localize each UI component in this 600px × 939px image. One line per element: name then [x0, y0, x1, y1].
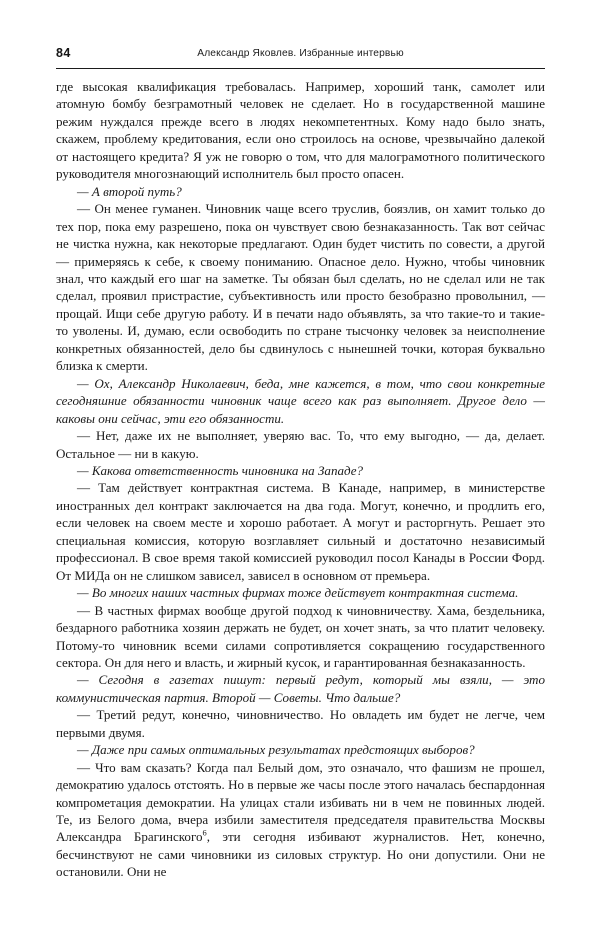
paragraph-question: — Даже при самых оптимальных результатах предстоящих выборов? [77, 742, 475, 758]
paragraph-question: — Какова ответственность чиновника на Западе? [77, 462, 364, 478]
paragraph-continued: где высокая квалификация требовалась. Например, хороший танк, самолет или атомную бомбу безграмотный человек не сделает. Но в государственной машине режим нуждался прежде всего в людях некомпетентных. Кому надо было знать, скажем, проблему кредитования, если оно строилось на основе, чрезвычайно далекой от настоящего кредита? Я уж не говорю о том, что для малограмотного политического руководителя многознающий исполнитель был просто опасен. [56, 79, 545, 182]
running-title: Александр Яковлев. Избранные интервью [197, 48, 404, 59]
answer-text-before-footnote: — Что вам сказать? Когда пал Белый дом, это означало, что фашизм не прошел, демократию удалось отстоять. Но в первые же часы после этого началась беспардонная компрометация демократии. На улицах стали избивать ни в чем не повинных людей. Те, из Белого дома, вчера избили заместителя председателя правительства Москвы Александра Брагинского [56, 759, 545, 845]
page-number: 84 [56, 46, 71, 60]
paragraph-question: — Сегодня в газетах пишут: первый редут, который мы взяли, — это коммунистическая партия. Второй — Советы. Что дальше? [56, 672, 545, 705]
paragraph-question: — Ох, Александр Николаевич, беда, мне кажется, в том, что свои конкретные сегодняшние обязанности чиновник чаще всего как раз выполняет. Другое дело — каковы они сейчас, эти его обязанности. [56, 375, 545, 426]
paragraph-question: — Во многих наших частных фирмах тоже действует контрактная система. [77, 585, 519, 601]
paragraph-question: — А второй путь? [77, 183, 182, 199]
paragraph-answer: — В частных фирмах вообще другой подход к чиновничеству. Хама, бездельника, бездарного работника хозяин держать не будет, он хочет знать, за что платит человеку. Потому-то чиновник всеми силами сопротивляется сокращению государственного сектора. Он для него и власть, и жирный кусок, и гарантированная безнаказанность. [56, 602, 545, 670]
paragraph-answer: — Он менее гуманен. Чиновник чаще всего труслив, боязлив, он хамит только до тех пор, пока ему разрешено, пока он чувствует свою безнаказанность. Так вот сейчас не чистка нужна, как некоторые предлагают. Один будет чистить по совести, а другой — примеряясь к себе, к своему пониманию. Опасное дело. Нужно, чтобы чиновник знал, что каждый его шаг на заметке. Ты обязан был сделать, но не сделал или не так сделал, проявил пристрастие, субъективность или просто безобразно проволынил, — прощай. Ищи себе другую работу. И в печати надо объявлять, за что такие-то и такие-то уволены. И, думаю, если освободить по стране тысчонку человек за неисполнение конкретных обязанностей, дело бы сдвинулось с нынешней точки, которая буквально близка к смерти. [56, 201, 545, 374]
paragraph-answer: — Нет, даже их не выполняет, уверяю вас. То, что ему выгодно, — да, делает. Остальное — ни в какую. [56, 428, 545, 461]
paragraph-answer-footnoted [56, 759, 545, 881]
header-divider [56, 68, 545, 69]
footnote-reference-marker: 6 [202, 829, 207, 839]
body-text [56, 78, 545, 881]
answer-text-after-footnote: , эти сегодня избивают журналистов. Нет, конечно, бесчинствуют не сами чиновники из силовых структур. Но они допустили. Они не остановили. Они не [56, 829, 545, 880]
page-header [56, 46, 545, 68]
paragraph-answer: — Третий редут, конечно, чиновничество. Но овладеть им будет не легче, чем первыми двумя. [56, 707, 545, 740]
paragraph-answer: — Там действует контрактная система. В Канаде, например, в министерстве иностранных дел контракт заключается на два года. Могут, конечно, и продлить его, если человек на своем месте и хорошо работает. А могут и расторгнуть. Решает это специальная комиссия, которую возглавляет сильный и достаточно независимый профессионал. В свое время такой комиссией руководил посол Канады в России Форд. От МИДа он не слишком зависел, зависел в основном от премьера. [56, 480, 545, 583]
